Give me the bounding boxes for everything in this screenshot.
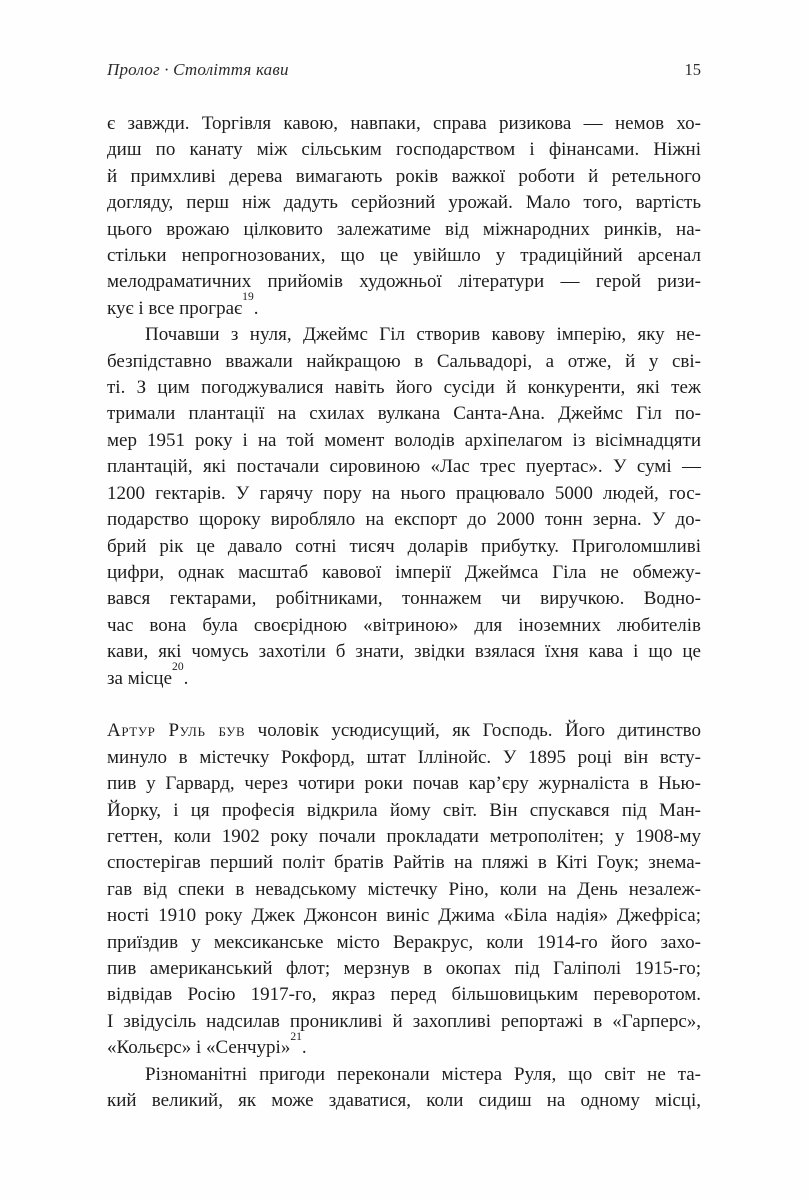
text-line: пив у Гарвард, через чотири роки почав кар’єру журналіста в Нью- [107, 773, 701, 795]
text-line: спостерігав перший політ братів Райтів на пляжі в Кіті Гоук; знема- [107, 852, 701, 874]
text-line: ності 1910 року Джек Джонсон виніс Джима «Біла надія» Джефріса; [107, 905, 701, 927]
text-line: догляду, перш ніж дадуть серйозний урожай. Мало того, вартість [107, 192, 701, 214]
text-line: брий рік це давало сотні тисяч доларів прибутку. Приголомшливі [107, 535, 701, 557]
text-line: цифри, однак масштаб кавової імперії Джеймса Гіла не обмежу- [107, 561, 701, 583]
text-line: пив американський флот; мерзнув в окопах під Галіполі 1915-го; [107, 957, 701, 979]
text-line: кує і все програє$^{19}$. [107, 290, 259, 319]
paragraph [107, 718, 701, 1061]
text-line: Почавши з нуля, Джеймс Гіл створив кавову імперію, яку не- [145, 324, 701, 346]
running-header [107, 60, 701, 80]
text-line: мер 1951 року і на той момент володів архіпелагом із вісімнадцяти [107, 429, 701, 451]
paragraph [107, 111, 701, 322]
text-line: відвідав Росію 1917-го, якраз перед більшовицьким переворотом. [107, 984, 701, 1006]
text-line: ті. З цим погоджувалися навіть його сусіди й конкуренти, які теж [107, 377, 701, 399]
text-line: є завжди. Торгівля кавою, навпаки, справа ризикова — немов хо- [107, 113, 701, 134]
text-line: час вона була своєрідною «вітриною» для іноземних любителів [107, 614, 701, 636]
text-line: кави, які чомусь захотіли б знати, звідки взялася їхня кава і що це [107, 641, 701, 663]
paragraph [107, 322, 701, 692]
text-line: тримали плантації на схилах вулкана Санта-Ана. Джеймс Гіл по- [107, 403, 701, 425]
text-line: Йорку, і ця професія відкрила йому світ. Він спускався під Ман- [107, 799, 701, 821]
text-line: вався гектарами, робітниками, тоннажем чи виручкою. Водно- [107, 588, 701, 610]
text-line: диш по канату між сільським господарством і фінансами. Ніжні [107, 139, 701, 161]
smallcaps-lead: Артур Руль був [107, 720, 246, 742]
text-line: минуло в містечку Рокфорд, штат Іллінойс. У 1895 році він всту- [107, 746, 701, 768]
footnote-marker: 21 [290, 1029, 302, 1043]
text-line: за місце$^{20}$. [107, 659, 189, 689]
text-line: І звідусіль надсилав проникливі й захопливі репортажі в «Гарперс», [107, 1010, 701, 1032]
text-line: геттен, коли 1902 року почали прокладати метрополітен; у 1908-му [107, 825, 701, 847]
text-line: Артур Руль був чоловік усюдисущий, як Господь. Його дитинство [107, 720, 701, 742]
text-line: «Кольєрс» і «Сенчурі»$^{21}$. [107, 1029, 307, 1059]
text-line: подарство щороку виробляло на експорт до 2000 тонн зерна. У до- [107, 509, 701, 531]
text-line: кий великий, як може здаватися, коли сидиш на одному місці, [107, 1090, 701, 1112]
page-body [107, 111, 701, 1114]
footnote-marker: 19 [242, 290, 254, 304]
text-line: цього врожаю цілковито залежатиме від міжнародних ринків, на- [107, 218, 701, 240]
text-line: мелодраматичних прийомів художньої літератури — герой ризи- [107, 271, 701, 293]
text-line: стільки непрогнозованих, що це увійшло у традиційний арсенал [107, 245, 701, 267]
page-number: 15 [684, 60, 701, 79]
text-line: приїздив у мексиканське місто Веракрус, коли 1914-го його захо- [107, 931, 701, 953]
text-line: безпідставно вважали найкращою в Сальвадорі, а отже, й у сві- [107, 350, 701, 372]
running-title: Пролог · Століття кави [107, 60, 289, 79]
text-line: Різноманітні пригоди переконали містера Руля, що світ не та- [145, 1063, 701, 1085]
text-line: 1200 гектарів. У гарячу пору на нього працювало 5000 людей, гос- [107, 482, 701, 504]
text-line: гав від спеки в невадському містечку Ріно, коли на День незалеж- [107, 878, 701, 900]
paragraph [107, 1062, 701, 1115]
text-line: й примхливі дерева вимагають років важкої роботи й ретельного [107, 165, 701, 187]
text-line: плантацій, які постачали сировиною «Лас трес пуертас». У сумі — [107, 456, 701, 478]
footnote-marker: 20 [172, 659, 184, 673]
